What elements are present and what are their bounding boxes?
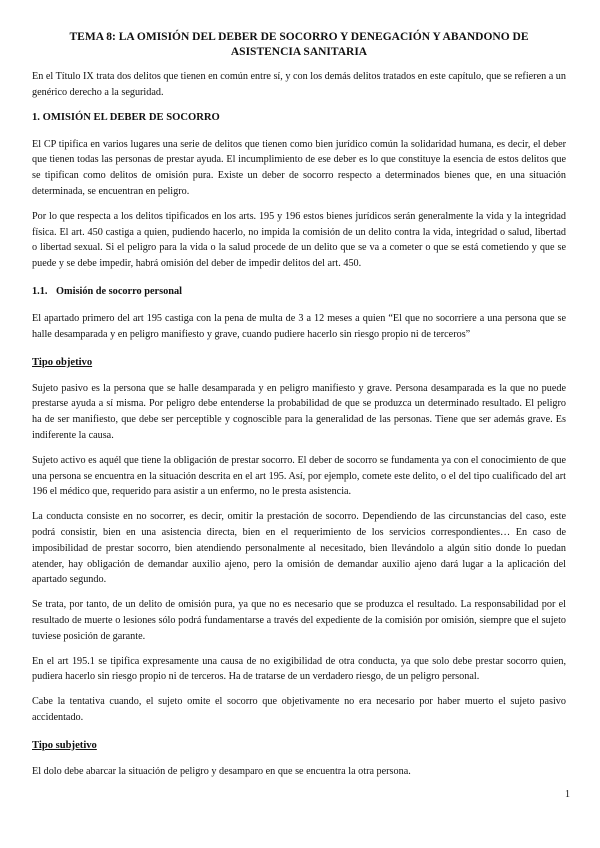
tipo-objetivo-paragraph-6: Cabe la tentativa cuando, el sujeto omite el socorro que objetivamente no era necesario por haber muerto el sujeto pasivo accidentado.: [32, 696, 566, 723]
subsection-heading: [32, 284, 566, 299]
document-page: [32, 26, 566, 789]
section-1-paragraph-2: Por lo que respecta a los delitos tipificados en los arts. 195 y 196 estos bienes jurídicos serán generalmente la vida y la integridad física. El art. 450 castiga a quien, pudiendo hacerlo, no impida la comisión de un delito contra la vida, integridad o salud, libertad o libertad sexual. Si el peligro para la vida o la salud procede de un delito que se va a cometer o que se está cometiendo y que se puede y se debe impedir, habrá omisión del deber de impedir delitos del art. 450.: [32, 210, 566, 270]
page-number: 1: [565, 789, 570, 800]
tipo-objetivo-paragraph-1: Sujeto pasivo es la persona que se halle desamparada y en peligro manifiesto y grave. Persona desamparada es la que no puede prestarse ayuda a sí misma. Por peligro debe entenderse la probabilidad de que se produzca un determinado resultado. El peligro ha de ser manifiesto, que debe ser perceptible y cognoscible para la generalidad de las personas. Tiene que ser además grave. Es indiferente la causa.: [32, 382, 566, 441]
tipo-subjetivo-heading: Tipo subjetivo: [32, 739, 97, 751]
subsection-title: Omisión de socorro personal: [56, 285, 182, 297]
subsection-number: 1.1.: [32, 285, 48, 297]
document-title: TEMA 8: LA OMISIÓN DEL DEBER DE SOCORRO Y DENEGACIÓN Y ABANDONO DE ASISTENCIA SANITARIA: [69, 31, 529, 58]
section-1-heading: 1. OMISIÓN EL DEBER DE SOCORRO: [32, 111, 220, 123]
tipo-objetivo-paragraph-4: Se trata, por tanto, de un delito de omisión pura, ya que no es necesario que se produzca el resultado. La responsabilidad por el resultado de muerte o lesiones sólo podrá fundamentarse a través del expediente de la comisión por omisión, siempre que el sujeto tuviese posición de garante.: [32, 599, 566, 642]
subsection-paragraph: El apartado primero del art 195 castiga con la pena de multa de 3 a 12 meses a quien “El que no socorriere a una persona que se halle desamparada y en peligro manifiesto y grave, cuando pudiere hacerlo sin riesgo propio ni de terceros”: [32, 312, 566, 340]
intro-paragraph: En el Título IX trata dos delitos que tienen en común entre sí, y con los demás delitos tratados en este capítulo, que se refieren a un genérico derecho a la seguridad.: [32, 71, 566, 98]
tipo-objetivo-paragraph-5: En el art 195.1 se tipifica expresamente una causa de no exigibilidad de otra conducta, ya que solo debe prestar socorro quien, pudiera hacerlo sin riesgo propio ni de terceros. Ha de tratarse de un verdadero riesgo, de un peligro personal.: [32, 655, 566, 683]
tipo-subjetivo-paragraph: El dolo debe abarcar la situación de peligro y desamparo en que se encuentra la otra persona.: [32, 765, 411, 777]
section-1-paragraph-1: El CP tipifica en varios lugares una serie de delitos que tienen como bien jurídico común la solidaridad humana, es decir, el deber que tienen todas las personas de prestar ayuda. El incumplimiento de ese deber es lo que constituye la esencia de estos delitos que se tipifican como delitos de omisión pura. Existe un deber de socorro respecto a determinados bienes que, en una situación determinada, se encuentran en peligro.: [32, 138, 566, 197]
tipo-objetivo-heading: Tipo objetivo: [32, 356, 93, 368]
tipo-objetivo-paragraph-3: La conducta consiste en no socorrer, es decir, omitir la prestación de socorro. Dependiendo de las circunstancias del caso, este podrá consistir, bien en una asistencia directa, bien en el requerimiento de los servicios correspondientes… En caso de imposibilidad de prestar socorro, bien atendiendo personalmente al necesitado, bien llevándolo a algún sitio donde lo puedan atender, hay obligación de demandar auxilio ajeno, pero la omisión de demandar auxilio ajeno dará lugar a la aplicación del apartado segundo.: [32, 511, 566, 586]
tipo-objetivo-paragraph-2: Sujeto activo es aquél que tiene la obligación de prestar socorro. El deber de socorro se fundamenta ya con el conocimiento de que una persona se encuentra en la situación descrita en el art 195. Así, por ejemplo, comete este delito, o el del tipo cualificado del art 196 el médico que, requerido para asistir a un enfermo, no le presta asistencia.: [32, 454, 566, 498]
